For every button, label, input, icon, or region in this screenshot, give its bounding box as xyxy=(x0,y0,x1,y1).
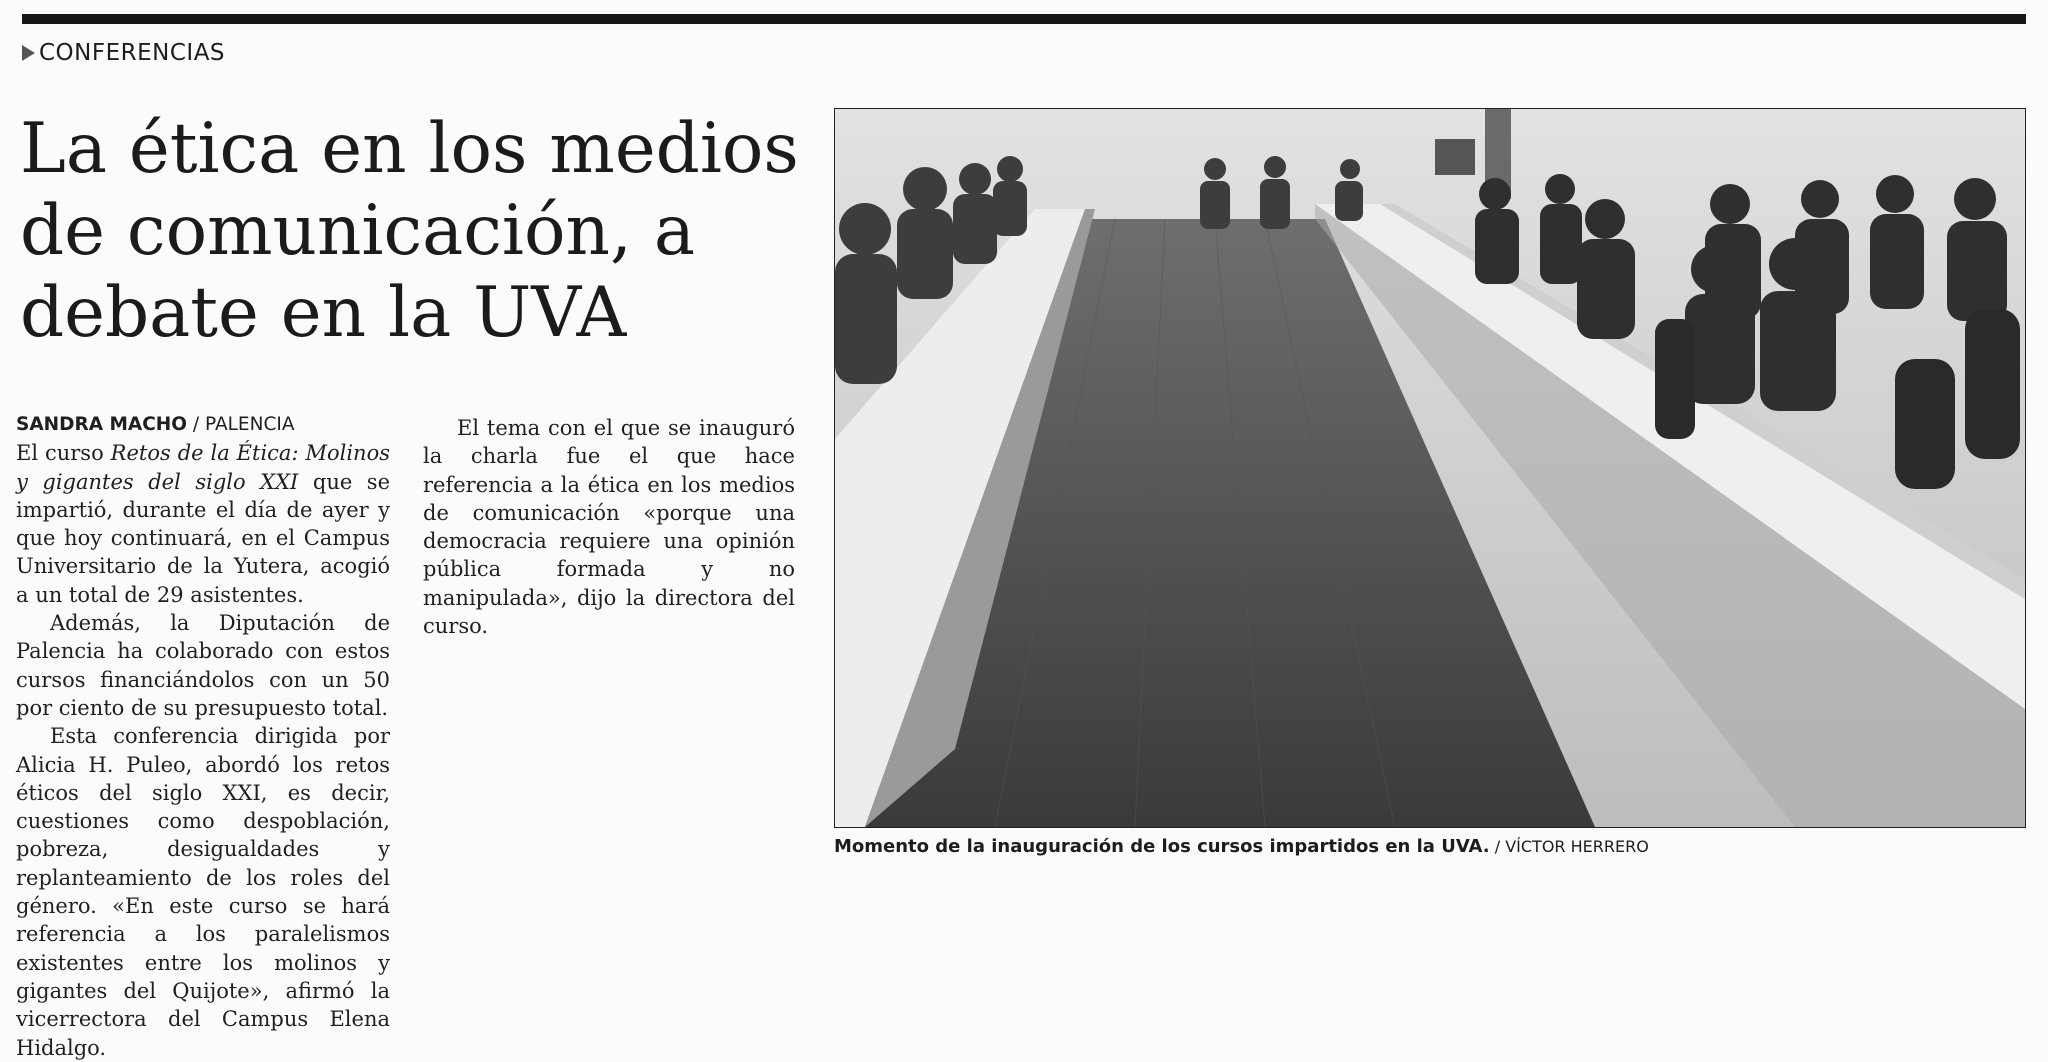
paragraph-3: Esta conferencia dirigida por Alicia H. Puleo, abordó los retos éticos del siglo XXI, es decir, cuestiones como despoblación, pobreza, desigualdades y replanteamiento de los roles del género. «En este curso se hará referencia a los paralelismos existentes entre los molinos y gigantes del Quijote», afirmó la vicerrectora del Campus Elena Hidalgo. xyxy=(16,724,390,1060)
byline-separator: / xyxy=(187,414,205,435)
article-column-1 xyxy=(16,411,390,1062)
caption-credit: VÍCTOR HERRERO xyxy=(1505,837,1649,856)
caption-text: Momento de la inauguración de los cursos impartidos en la UVA. xyxy=(834,836,1490,857)
photo-caption xyxy=(834,836,1649,857)
section-label-text: CONFERENCIAS xyxy=(39,40,226,66)
paragraph-1-pre: El curso xyxy=(16,441,111,466)
photo-illustration xyxy=(835,109,2025,827)
article-column-2 xyxy=(423,414,795,640)
top-rule xyxy=(22,14,2026,24)
caption-credit-separator: / xyxy=(1489,837,1506,856)
news-photo xyxy=(834,108,2026,828)
byline xyxy=(16,411,390,439)
section-label xyxy=(22,40,225,66)
triangle-icon xyxy=(22,45,35,61)
paragraph-2: Además, la Diputación de Palencia ha colaborado con estos cursos financiándolos con un 50 por ciento de su presupuesto total. xyxy=(16,611,390,720)
course-title: Retos de la Ética: Molinos y gigantes del siglo XXI xyxy=(16,441,390,494)
byline-location: PALENCIA xyxy=(205,414,295,435)
paragraph-4: El tema con el que se inauguró la charla fue el que hace referencia a la ética en los medios de comunicación «porque una democracia requiere una opinión pública formada y no manipulada», dijo la directora del curso. xyxy=(423,416,795,639)
paragraph-1 xyxy=(16,439,390,609)
paragraph-1-post: que se impartió, durante el día de ayer y que hoy continuará, en el Campus Universitario de la Yutera, acogió a un total de 29 asistentes. xyxy=(16,469,390,607)
headline: La ética en los medios de comunicación, a debate en la UVA xyxy=(20,109,799,353)
byline-author: SANDRA MACHO xyxy=(16,414,187,435)
